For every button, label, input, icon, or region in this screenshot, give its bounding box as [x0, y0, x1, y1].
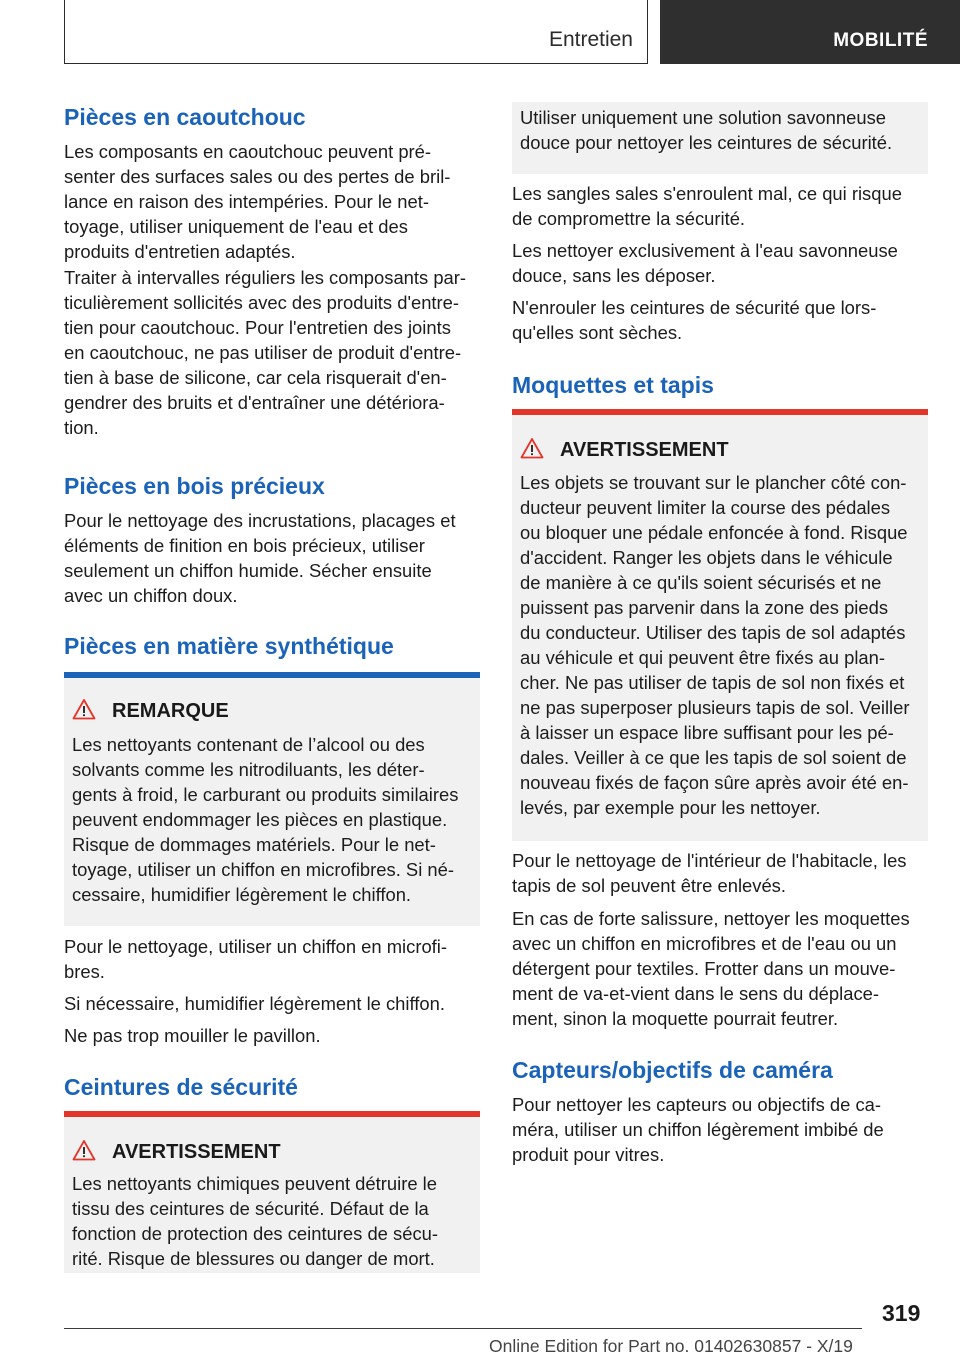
heading-rubber-parts: Pièces en caoutchouc: [64, 104, 306, 130]
carpets-paragraph-2: En cas de forte salissure, nettoyer les moquettes avec un chiffon en microfibres et de l'eau ou un détergent pour textiles. Frotter dans un mouve- ment de va-et-vient dans le sens du déplace- ment, sinon la moquette pourrait feutrer.: [512, 908, 910, 1029]
belts-paragraph-3: N'enrouler les ceintures de sécurité que lors- qu'elles sont sèches.: [512, 297, 877, 343]
note-heading: [72, 698, 229, 723]
warning-box-belts: [64, 1117, 480, 1273]
warning-text-carpets: Les objets se trouvant sur le plancher côté con- ducteur peuvent limiter la course des pédales ou bloquer une pédale enfoncée à fond. Risque d'accident. Ranger les objets dans le véhicule de manière à ce qu'ils soient sécurisés et ne puissent pas parvenir dans la zone des pieds du conducteur. Utiliser des tapis de sol adaptés au véhicule et qui peuvent être fixés au plan- cher. Ne pas utiliser de tapis de sol non fixés et ne pas superposer plusieurs tapis de sol. Veiller à laisser un espace libre suffisant pour les pé- dales. Veiller à ce que les tapis de sol soient de nouveau fixés de façon sûre après avoir été en- levés, par exemple pour les nettoyer.: [520, 472, 910, 818]
note-label: REMARQUE: [112, 700, 229, 722]
heading-carpets: Moquettes et tapis: [512, 372, 714, 398]
chapter-tab: [660, 0, 960, 64]
rubber-paragraph-2: Traiter à intervalles réguliers les composants par- ticulièrement sollicités avec des produits d'entre- tien pour caoutchouc. Pour l'entretien des joints en caoutchouc, ne pas utiliser de produit d'entre- tien à base de silicone, car cela risquerait d'en- gendrer des bruits et d'entraîner une détériora- tion.: [64, 267, 467, 438]
warning-label: AVERTISSEMENT: [112, 1141, 281, 1163]
carpets-paragraph-1: Pour le nettoyage de l'intérieur de l'habitacle, les tapis de sol peuvent être enlevés.: [512, 850, 907, 896]
heading-wood-parts: Pièces en bois précieux: [64, 473, 325, 499]
note-box: [64, 678, 480, 926]
warning-heading-carpets: [520, 437, 729, 462]
page-header: [0, 0, 960, 66]
section-tab-label: Entretien: [548, 28, 633, 51]
page-number: 319: [882, 1300, 921, 1326]
chapter-tab-label: MOBILITÉ: [833, 30, 928, 51]
heading-synthetic-parts: Pièces en matière synthétique: [64, 633, 394, 659]
warning-heading-belts: [72, 1139, 281, 1164]
heading-seat-belts: Ceintures de sécurité: [64, 1074, 298, 1100]
footer-rule: [64, 1328, 862, 1329]
note-text: Les nettoyants contenant de l’alcool ou des solvants comme les nitrodiluants, les déter- gents à froid, le carburant ou produits similaires peuvent endommager les pièces en plastique. Risque de dommages matériels. Pour le net- toyage, utiliser un chiffon en microfibres. Si né- cessaire, humidifier légèrement le chiffon.: [72, 734, 459, 905]
rubber-paragraph-1: Les composants en caoutchouc peuvent pré- senter des surfaces sales ou des pertes de bril- lance en raison des intempéries. Pour le net- toyage, utiliser uniquement de l'eau et des produits d'entretien adaptés.: [64, 141, 451, 262]
section-tab: [64, 0, 648, 64]
wood-paragraph: Pour le nettoyage des incrustations, placages et éléments de finition en bois précieux, utiliser seulement un chiffon humide. Sécher ensuite avec un chiffon doux.: [64, 510, 456, 606]
warning-triangle-icon: [520, 437, 544, 459]
warning-text-belts-continued: Utiliser uniquement une solution savonneuse douce pour nettoyer les ceintures de sécurité.: [520, 107, 893, 153]
synthetic-paragraph-1: Pour le nettoyage, utiliser un chiffon en microfi- bres.: [64, 936, 447, 982]
warning-box-carpets: [512, 415, 928, 841]
warning-text-belts: Les nettoyants chimiques peuvent détruire le tissu des ceintures de sécurité. Défaut de la fonction de protection des ceintures de sécu- rité. Risque de blessures ou danger de mort.: [72, 1173, 438, 1269]
belts-paragraph-1: Les sangles sales s'enroulent mal, ce qui risque de compromettre la sécurité.: [512, 183, 902, 229]
belts-paragraph-2: Les nettoyer exclusivement à l'eau savonneuse douce, sans les déposer.: [512, 240, 898, 286]
warning-triangle-icon: [72, 698, 96, 720]
warning-box-belts-continued: [512, 102, 928, 174]
warning-label: AVERTISSEMENT: [560, 439, 729, 461]
synthetic-paragraph-3: Ne pas trop mouiller le pavillon.: [64, 1025, 321, 1046]
warning-triangle-icon: [72, 1139, 96, 1161]
cameras-paragraph: Pour nettoyer les capteurs ou objectifs de ca- méra, utiliser un chiffon légèrement imbibé de produit pour vitres.: [512, 1094, 884, 1165]
synthetic-paragraph-2: Si nécessaire, humidifier légèrement le chiffon.: [64, 993, 445, 1014]
heading-cameras: Capteurs/objectifs de caméra: [512, 1057, 833, 1083]
footer-edition: Online Edition for Part no. 01402630857 - X/19: [489, 1336, 853, 1356]
